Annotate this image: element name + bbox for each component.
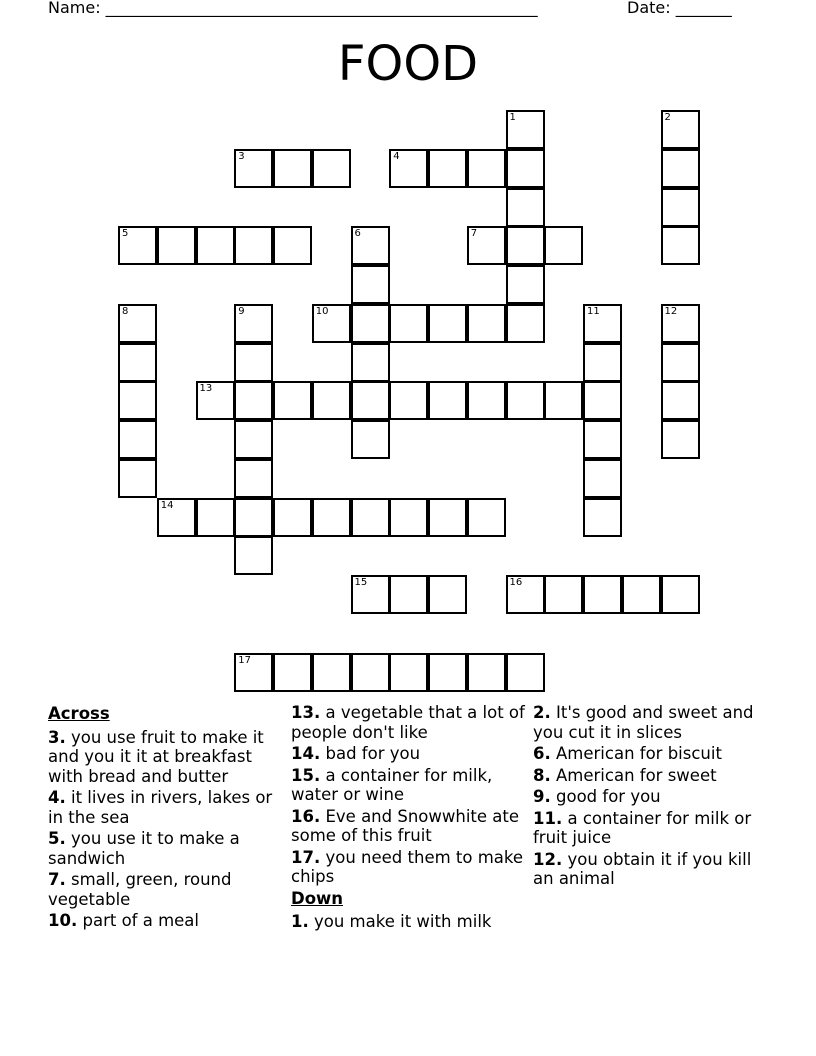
clue-number: 5 xyxy=(122,228,129,240)
grid-cell[interactable] xyxy=(661,381,700,420)
grid-cell[interactable] xyxy=(467,304,506,343)
grid-cell[interactable] xyxy=(583,420,622,459)
clue-number: 2 xyxy=(664,112,671,123)
grid-cell[interactable] xyxy=(467,498,506,537)
grid-cell[interactable] xyxy=(118,420,157,459)
clue-number: 13 xyxy=(199,383,213,395)
across-heading: Across xyxy=(48,704,110,723)
grid-cell[interactable] xyxy=(661,226,700,265)
grid-cell[interactable] xyxy=(234,459,273,498)
grid-cell[interactable] xyxy=(157,226,196,265)
grid-cell[interactable] xyxy=(234,304,273,343)
grid-cell[interactable] xyxy=(506,381,545,420)
grid-cell[interactable] xyxy=(312,498,351,537)
grid-cell[interactable] xyxy=(622,575,661,614)
grid-cell[interactable] xyxy=(506,265,545,304)
clue-down-2: 2. It's good and sweet and you cut it in slices xyxy=(533,703,754,742)
grid-cell[interactable] xyxy=(389,653,428,692)
clue-across-7: 7. small, green, round vegetable xyxy=(48,870,232,909)
date-field-label: Date: _______ xyxy=(627,0,732,17)
grid-cell[interactable] xyxy=(506,226,545,265)
grid-cell[interactable] xyxy=(351,498,390,537)
clue-number: 9 xyxy=(238,305,245,317)
grid-cell[interactable] xyxy=(583,381,622,420)
grid-cell[interactable] xyxy=(273,653,312,692)
grid-cell[interactable] xyxy=(544,381,583,420)
grid-cell[interactable] xyxy=(467,149,506,188)
grid-cell[interactable] xyxy=(428,381,467,420)
grid-cell[interactable] xyxy=(312,304,351,343)
grid-cell[interactable] xyxy=(389,575,428,614)
grid-cell[interactable] xyxy=(196,226,235,265)
grid-cell[interactable] xyxy=(389,381,428,420)
clue-across-14: 14. bad for you xyxy=(291,744,421,763)
clues-column-2 xyxy=(291,703,526,934)
grid-cell[interactable] xyxy=(506,149,545,188)
clue-down-9: 9. good for you xyxy=(533,787,661,806)
grid-cell[interactable] xyxy=(661,343,700,382)
clue-number: 16 xyxy=(509,577,523,588)
grid-cell[interactable] xyxy=(351,226,390,265)
down-heading: Down xyxy=(291,888,344,908)
clues-column-3 xyxy=(533,703,768,891)
grid-cell[interactable] xyxy=(467,226,506,265)
clue-across-16: 16. Eve and Snowwhite ate some of this fruit xyxy=(291,806,520,845)
grid-cell[interactable] xyxy=(467,653,506,692)
grid-cell[interactable] xyxy=(583,459,622,498)
grid-cell[interactable] xyxy=(273,149,312,188)
clue-across-13: 13. a vegetable that a lot of people don't like xyxy=(291,703,525,742)
clues-column-1 xyxy=(48,703,283,933)
clue-across-3: 3. you use fruit to make it and you it it at breakfast with bread and butter xyxy=(48,727,264,786)
grid-cell[interactable] xyxy=(196,381,235,420)
grid-cell[interactable] xyxy=(351,575,390,614)
grid-cell[interactable] xyxy=(234,653,273,692)
grid-cell[interactable] xyxy=(428,575,467,614)
grid-cell[interactable] xyxy=(583,575,622,614)
grid-cell[interactable] xyxy=(234,381,273,420)
clue-across-10: 10. part of a meal xyxy=(48,911,199,930)
grid-cell[interactable] xyxy=(273,498,312,537)
clue-number: 15 xyxy=(354,577,368,588)
grid-cell[interactable] xyxy=(467,381,506,420)
grid-cell[interactable] xyxy=(661,110,700,149)
grid-cell[interactable] xyxy=(312,653,351,692)
clue-across-5: 5. you use it to make a sandwich xyxy=(48,829,240,868)
clue-number: 10 xyxy=(315,305,329,317)
grid-cell[interactable] xyxy=(389,304,428,343)
clue-across-15: 15. a container for milk, water or wine xyxy=(291,765,493,804)
grid-cell[interactable] xyxy=(506,188,545,227)
grid-cell[interactable] xyxy=(118,304,157,343)
grid-cell[interactable] xyxy=(351,381,390,420)
grid-cell[interactable] xyxy=(583,498,622,537)
grid-cell[interactable] xyxy=(118,459,157,498)
clue-number: 6 xyxy=(354,228,361,240)
grid-cell[interactable] xyxy=(544,226,583,265)
clue-number: 7 xyxy=(470,228,478,240)
grid-cell[interactable] xyxy=(273,226,312,265)
grid-cell[interactable] xyxy=(389,149,428,188)
grid-cell[interactable] xyxy=(196,498,235,537)
clue-number: 14 xyxy=(160,499,174,511)
name-field-label: Name: ______________________________________________________ xyxy=(48,0,538,17)
grid-cell[interactable] xyxy=(273,381,312,420)
grid-cell[interactable] xyxy=(312,381,351,420)
grid-cell[interactable] xyxy=(428,304,467,343)
grid-cell[interactable] xyxy=(234,498,273,537)
clue-number: 8 xyxy=(122,305,129,317)
grid-cell[interactable] xyxy=(118,381,157,420)
clue-number: 12 xyxy=(664,305,678,317)
clue-across-4: 4. it lives in rivers, lakes or in the sea xyxy=(48,788,273,827)
clue-down-12: 12. you obtain it if you kill an animal xyxy=(533,849,752,888)
clue-number: 1 xyxy=(509,112,516,123)
grid-cell[interactable] xyxy=(312,149,351,188)
grid-cell[interactable] xyxy=(351,420,390,459)
grid-cell[interactable] xyxy=(351,304,390,343)
grid-cell[interactable] xyxy=(506,575,545,614)
grid-cell[interactable] xyxy=(157,498,196,537)
clue-down-8: 8. American for sweet xyxy=(533,765,717,785)
grid-cell[interactable] xyxy=(351,265,390,304)
grid-cell[interactable] xyxy=(661,575,700,614)
grid-cell[interactable] xyxy=(234,149,273,188)
clue-down-11: 11. a container for milk or fruit juice xyxy=(533,808,752,847)
grid-cell[interactable] xyxy=(661,188,700,227)
grid-cell[interactable] xyxy=(661,420,700,459)
grid-cell[interactable] xyxy=(428,149,467,188)
grid-cell[interactable] xyxy=(234,420,273,459)
grid-cell[interactable] xyxy=(506,304,545,343)
grid-cell[interactable] xyxy=(351,653,390,692)
grid-cell[interactable] xyxy=(428,653,467,692)
grid-cell[interactable] xyxy=(389,498,428,537)
grid-cell[interactable] xyxy=(583,304,622,343)
grid-cell[interactable] xyxy=(118,226,157,265)
grid-cell[interactable] xyxy=(583,343,622,382)
clue-across-17: 17. you need them to make chips xyxy=(291,847,524,886)
clue-down-1: 1. you make it with milk xyxy=(291,912,492,931)
grid-cell[interactable] xyxy=(544,575,583,614)
grid-cell[interactable] xyxy=(428,498,467,537)
grid-cell[interactable] xyxy=(661,149,700,188)
grid-cell[interactable] xyxy=(118,343,157,382)
clue-number: 17 xyxy=(238,654,251,666)
clue-number: 4 xyxy=(393,150,400,162)
grid-cell[interactable] xyxy=(234,226,273,265)
clue-number: 3 xyxy=(238,150,245,162)
grid-cell[interactable] xyxy=(351,343,390,382)
grid-cell[interactable] xyxy=(234,536,273,575)
grid-cell[interactable] xyxy=(506,653,545,692)
page-title: FOOD xyxy=(337,36,479,92)
grid-cell[interactable] xyxy=(661,304,700,343)
clue-down-6: 6. American for biscuit xyxy=(533,744,722,763)
grid-cell[interactable] xyxy=(234,343,273,382)
grid-cell[interactable] xyxy=(506,110,545,149)
clue-number: 11 xyxy=(587,305,600,317)
